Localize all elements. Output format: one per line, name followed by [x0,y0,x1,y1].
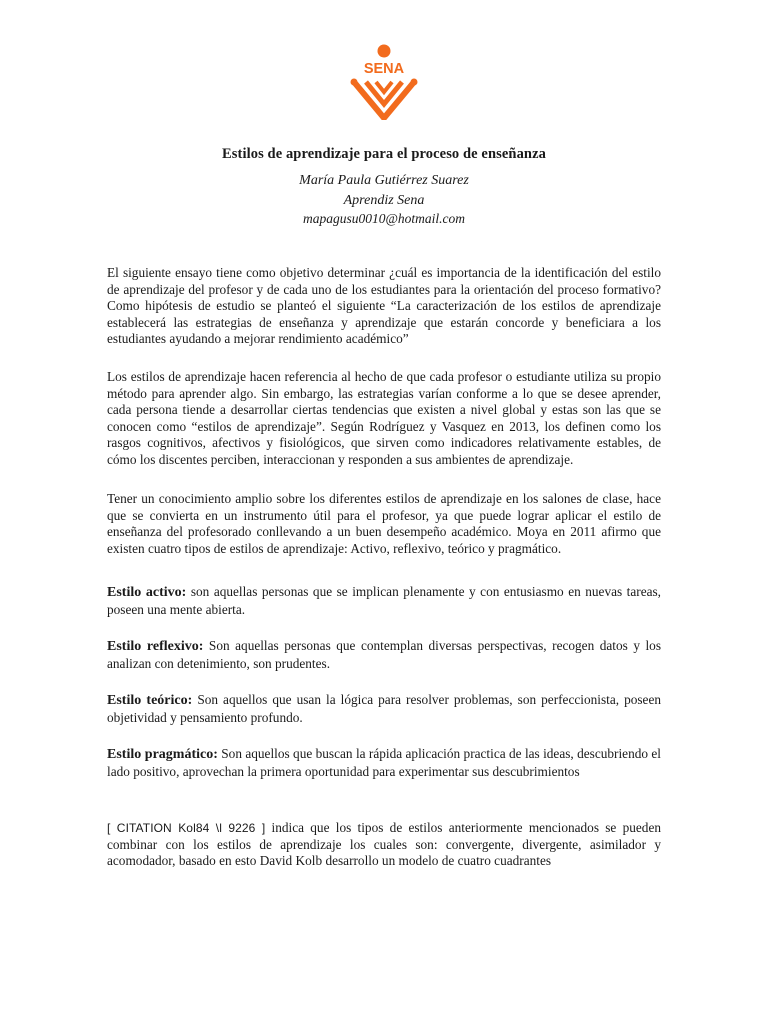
style-pragmatic-term: Estilo pragmático: [107,747,218,762]
sena-logo-icon [346,44,422,120]
citation-field: [ CITATION Kol84 \l 9226 ] [107,821,266,835]
style-reflective-text: Son aquellas personas que contemplan diversas perspectivas, recogen datos y los analizan con detenimiento, son prudentes. [107,638,661,671]
style-reflective-term: Estilo reflexivo: [107,639,204,654]
paragraph-knowledge: Tener un conocimiento amplio sobre los diferentes estilos de aprendizaje en los salones de clase, hace que se convierta en un instrumento útil para el profesor, ya que puede lograr aplicar el estilo de enseñanza del profesorado conllevando a un buen desempeño académico. Moya en 2011 afirmo que existen cuatro tipos de estilos de aprendizaje: Activo, reflexivo, teórico y pragmático. [107,491,661,556]
style-active [107,584,661,618]
style-pragmatic-text: Son aquellos que buscan la rápida aplicación practica de las ideas, descubriendo el lado positivo, aprovechan la primera oportunidad para experimentar sus descubrimientos [107,746,661,779]
logo-text: SENA [363,61,405,77]
style-active-text: son aquellas personas que se implican plenamente y con entusiasmo en nuevas tareas, poseen una mente abierta. [107,584,662,617]
style-reflective [107,638,661,672]
citation-text: indica que los tipos de estilos anteriormente mencionados se pueden combinar con los estilos de aprendizaje los cuales son: convergente, divergente, asimilador y acomodador, basado en esto David Kolb desarrollo un modelo de cuatro cuadrantes [107,820,661,869]
author-name: María Paula Gutiérrez Suarez [299,173,469,188]
author-email: mapagusu0010@hotmail.com [302,211,466,226]
style-pragmatic [107,746,661,780]
style-theoretical-term: Estilo teórico: [107,693,193,708]
paragraph-citation [107,820,661,870]
paragraph-styles-definition: Los estilos de aprendizaje hacen referencia al hecho de que cada profesor o estudiante utiliza su propio método para aprender algo. Sin embargo, las estrategias varían conforme a lo que se desee aprender, cada persona tiende a desarrollar ciertas tendencias que existen a nivel global y estas son las que se conocen como “estilos de aprendizaje”. Según Rodríguez y Vasquez en 2013, los definen como los rasgos cognitivos, afectivos y fisiológicos, que sirven como indicadores relativamente estables, de cómo los discentes perciben, interaccionan y responden a sus ambientes de aprendizaje. [107,369,661,467]
author-role: Aprendiz Sena [343,193,425,208]
document-title: Estilos de aprendizaje para el proceso de enseñanza [222,146,546,162]
style-theoretical [107,692,661,726]
style-theoretical-text: Son aquellos que usan la lógica para resolver problemas, son perfeccionista, poseen objetividad y pensamiento profundo. [107,692,661,725]
paragraph-intro: El siguiente ensayo tiene como objetivo determinar ¿cuál es importancia de la identificación del estilo de aprendizaje del profesor y de cada uno de los estudiantes para la orientación del proceso formativo? Como hipótesis de estudio se planteó el siguiente “La caracterización de los estilos de aprendizaje establecerá las estrategias de enseñanza y aprendizaje que estarán concorde y beneficiara a los estudiantes ayudando a mejorar rendimiento académico” [107,265,661,347]
style-active-term: Estilo activo: [107,585,187,600]
sena-logo [346,44,422,120]
